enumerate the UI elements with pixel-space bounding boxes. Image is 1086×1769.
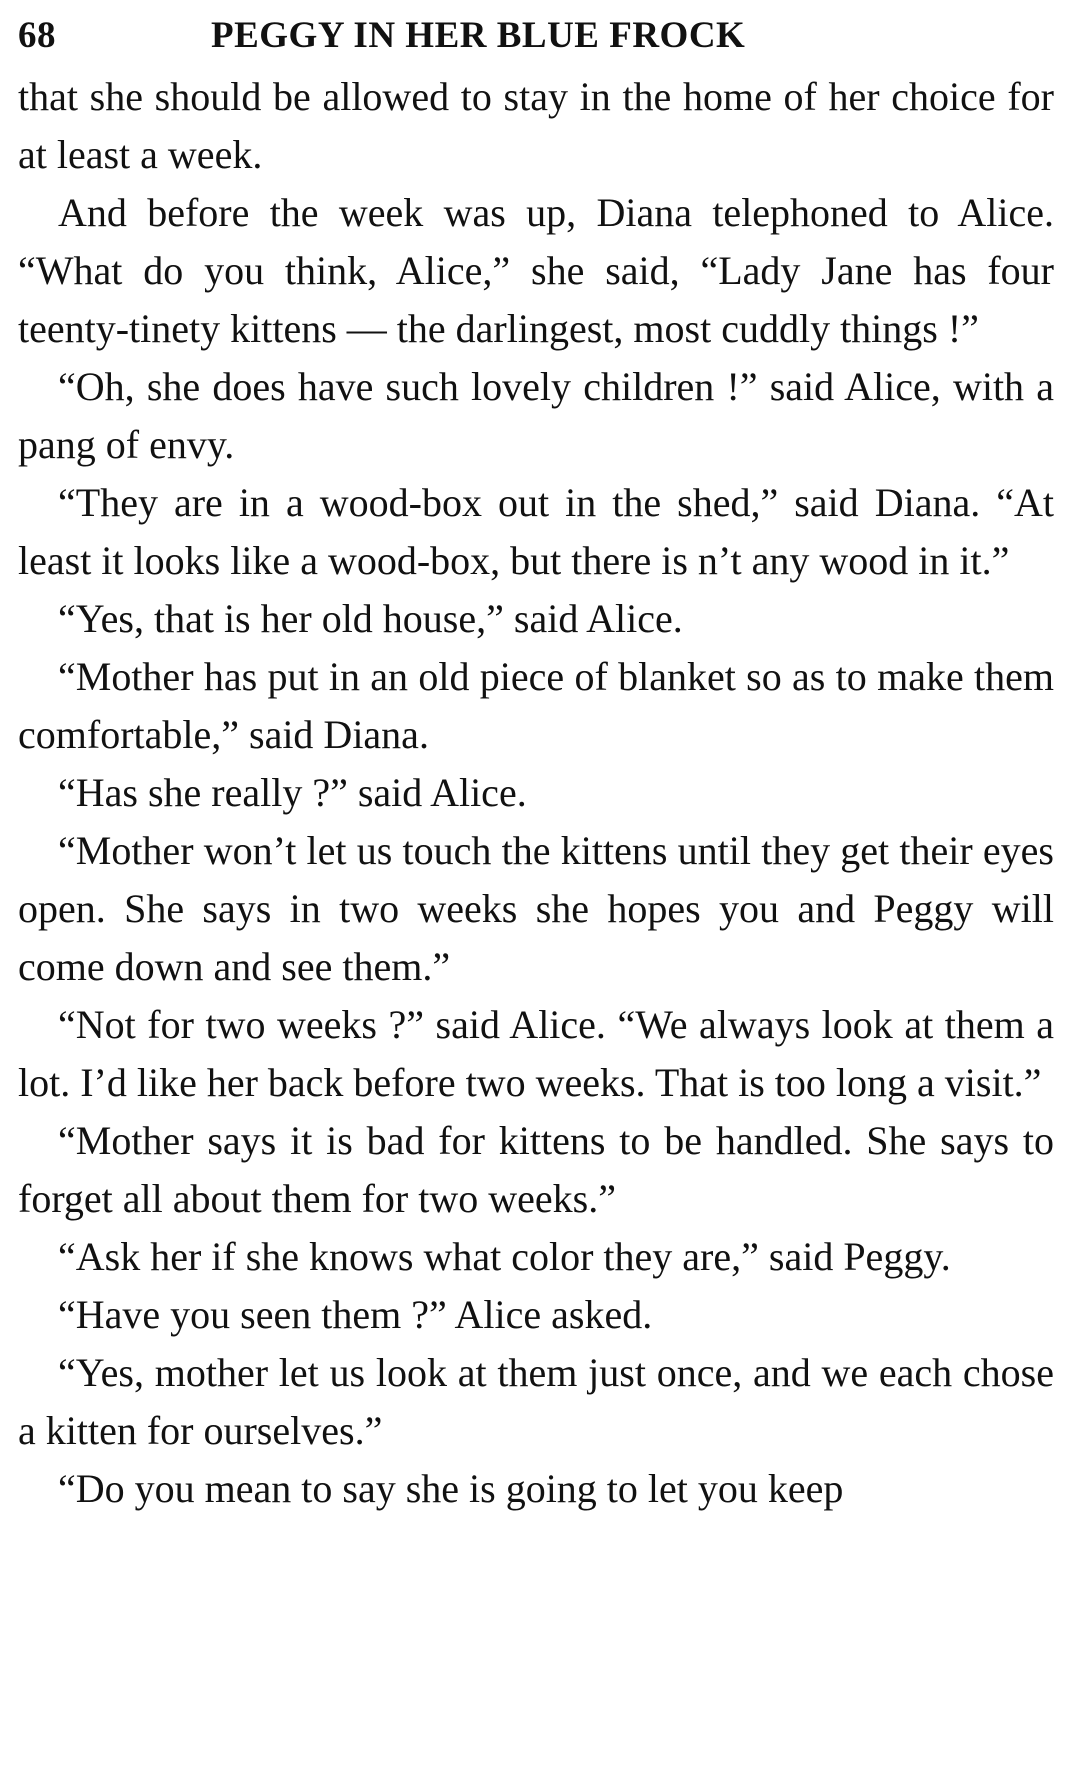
- paragraph: “Ask her if she knows what color they are,” said Peggy.: [58, 1234, 951, 1279]
- paragraph: “Mother says it is bad for kittens to be handled. She says to forget all about them for two weeks.”: [18, 1118, 1054, 1221]
- paragraph: “Have you seen them ?” Alice asked.: [58, 1292, 653, 1337]
- paragraph: “Yes, mother let us look at them just once, and we each chose a kitten for ourselves.”: [18, 1350, 1054, 1453]
- paragraph: And before the week was up, Diana telephoned to Alice. “What do you think, Alice,” she said, “Lady Jane has four teenty-tinety kittens — the darlingest, most cuddly things !”: [18, 190, 1054, 351]
- paragraph: “Mother has put in an old piece of blanket so as to make them comfortable,” said Diana.: [18, 654, 1054, 757]
- body-text: [18, 68, 1054, 1518]
- book-page: [18, 6, 1054, 1761]
- paragraph: that she should be allowed to stay in the home of her choice for at least a week.: [18, 74, 1054, 177]
- paragraph: “Not for two weeks ?” said Alice. “We always look at them a lot. I’d like her back before two weeks. That is too long a visit.”: [18, 1002, 1054, 1105]
- running-title: PEGGY IN HER BLUE FROCK: [211, 15, 746, 56]
- paragraph: “Oh, she does have such lovely children !” said Alice, with a pang of envy.: [18, 364, 1054, 467]
- paragraph: “Yes, that is her old house,” said Alice.: [58, 596, 683, 641]
- paragraph: “Has she really ?” said Alice.: [58, 770, 527, 815]
- page-number: 68: [18, 15, 56, 56]
- paragraph: “Mother won’t let us touch the kittens until they get their eyes open. She says in two weeks she hopes you and Peggy will come down and see them.”: [18, 828, 1054, 989]
- paragraph: “Do you mean to say she is going to let you keep: [58, 1466, 844, 1511]
- paragraph: “They are in a wood-box out in the shed,” said Diana. “At least it looks like a wood-box, but there is n’t any wood in it.”: [18, 480, 1054, 583]
- running-head: [18, 6, 1054, 66]
